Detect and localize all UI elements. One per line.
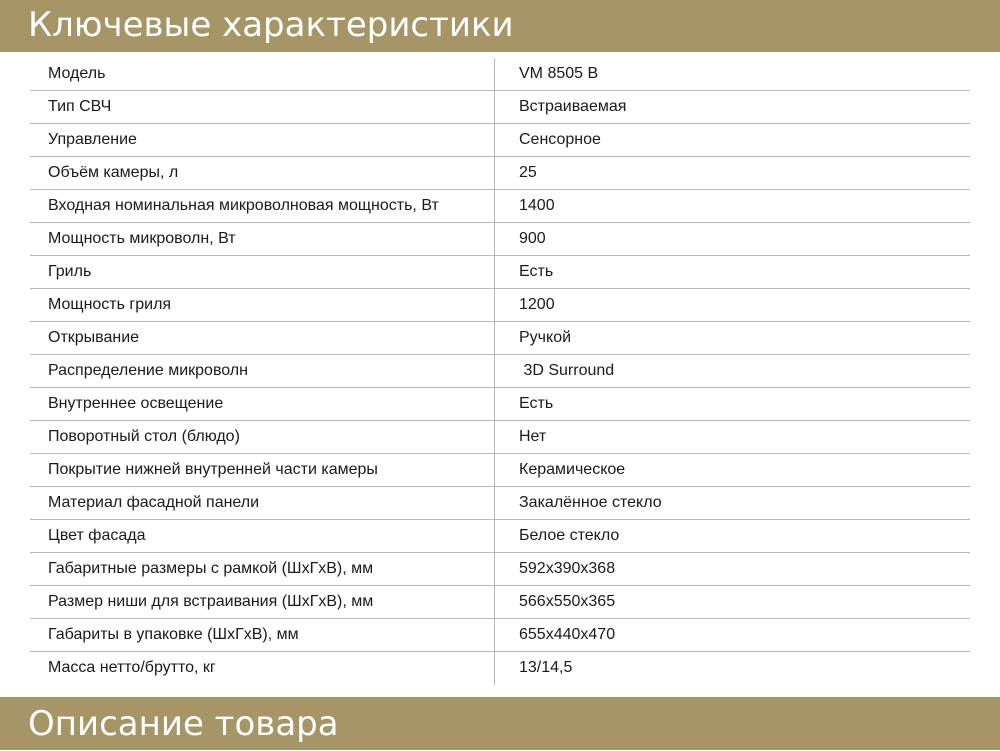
spec-label: Объём камеры, л	[30, 157, 495, 189]
spec-value: Есть	[519, 263, 554, 280]
spec-label: Внутреннее освещение	[30, 388, 495, 420]
spec-value: Белое стекло	[519, 527, 620, 544]
table-row	[30, 58, 970, 91]
spec-label: Поворотный стол (блюдо)	[30, 421, 495, 453]
spec-value: Ручкой	[519, 329, 572, 346]
spec-value: 655х440х470	[519, 626, 616, 643]
spec-value: 1400	[519, 197, 555, 214]
spec-value: 1200	[519, 296, 555, 313]
spec-label: Габаритные размеры с рамкой (ШхГхВ), мм	[30, 553, 495, 585]
table-row	[30, 256, 970, 289]
table-row	[30, 652, 970, 685]
table-row	[30, 157, 970, 190]
section-title-description: Описание товара	[28, 704, 339, 744]
spec-label: Размер ниши для встраивания (ШхГхВ), мм	[30, 586, 495, 618]
spec-label: Материал фасадной панели	[30, 487, 495, 519]
table-row	[30, 124, 970, 157]
table-row	[30, 91, 970, 124]
table-row	[30, 289, 970, 322]
spec-value: Закалённое стекло	[519, 494, 662, 511]
spec-value: Керамическое	[519, 461, 626, 478]
table-row	[30, 553, 970, 586]
spec-label: Управление	[30, 124, 495, 156]
spec-value: 592х390х368	[519, 560, 616, 577]
spec-label: Цвет фасада	[30, 520, 495, 552]
table-row	[30, 355, 970, 388]
spec-label: Масса нетто/брутто, кг	[30, 652, 495, 685]
spec-label: Тип СВЧ	[30, 91, 495, 123]
spec-value: 566х550х365	[519, 593, 616, 610]
table-row	[30, 487, 970, 520]
spec-label: Гриль	[30, 256, 495, 288]
header-banner	[0, 0, 1000, 52]
spec-value: 900	[519, 230, 546, 247]
spec-value: Сенсорное	[519, 131, 601, 148]
specs-table	[30, 58, 970, 685]
spec-value: 25	[519, 164, 537, 181]
spec-label: Покрытие нижней внутренней части камеры	[30, 454, 495, 486]
spec-value: 13/14,5	[519, 659, 573, 676]
footer-banner	[0, 697, 1000, 750]
table-row	[30, 454, 970, 487]
spec-value: Встраиваемая	[519, 98, 627, 115]
spec-label: Мощность микроволн, Вт	[30, 223, 495, 255]
table-row	[30, 421, 970, 454]
table-row	[30, 520, 970, 553]
spec-label: Входная номинальная микроволновая мощность, Вт	[30, 190, 495, 222]
table-row	[30, 322, 970, 355]
spec-value: VM 8505 B	[519, 65, 599, 82]
table-row	[30, 223, 970, 256]
table-row	[30, 586, 970, 619]
spec-value: Есть	[519, 395, 554, 412]
section-title-key-specs: Ключевые характеристики	[28, 5, 514, 45]
table-row	[30, 190, 970, 223]
table-row	[30, 619, 970, 652]
spec-value: Нет	[519, 428, 547, 445]
spec-label: Распределение микроволн	[30, 355, 495, 387]
spec-label: Мощность гриля	[30, 289, 495, 321]
spec-value: 3D Surround	[519, 362, 615, 379]
spec-label: Открывание	[30, 322, 495, 354]
table-row	[30, 388, 970, 421]
spec-label: Модель	[30, 58, 495, 90]
spec-label: Габариты в упаковке (ШхГхВ), мм	[30, 619, 495, 651]
